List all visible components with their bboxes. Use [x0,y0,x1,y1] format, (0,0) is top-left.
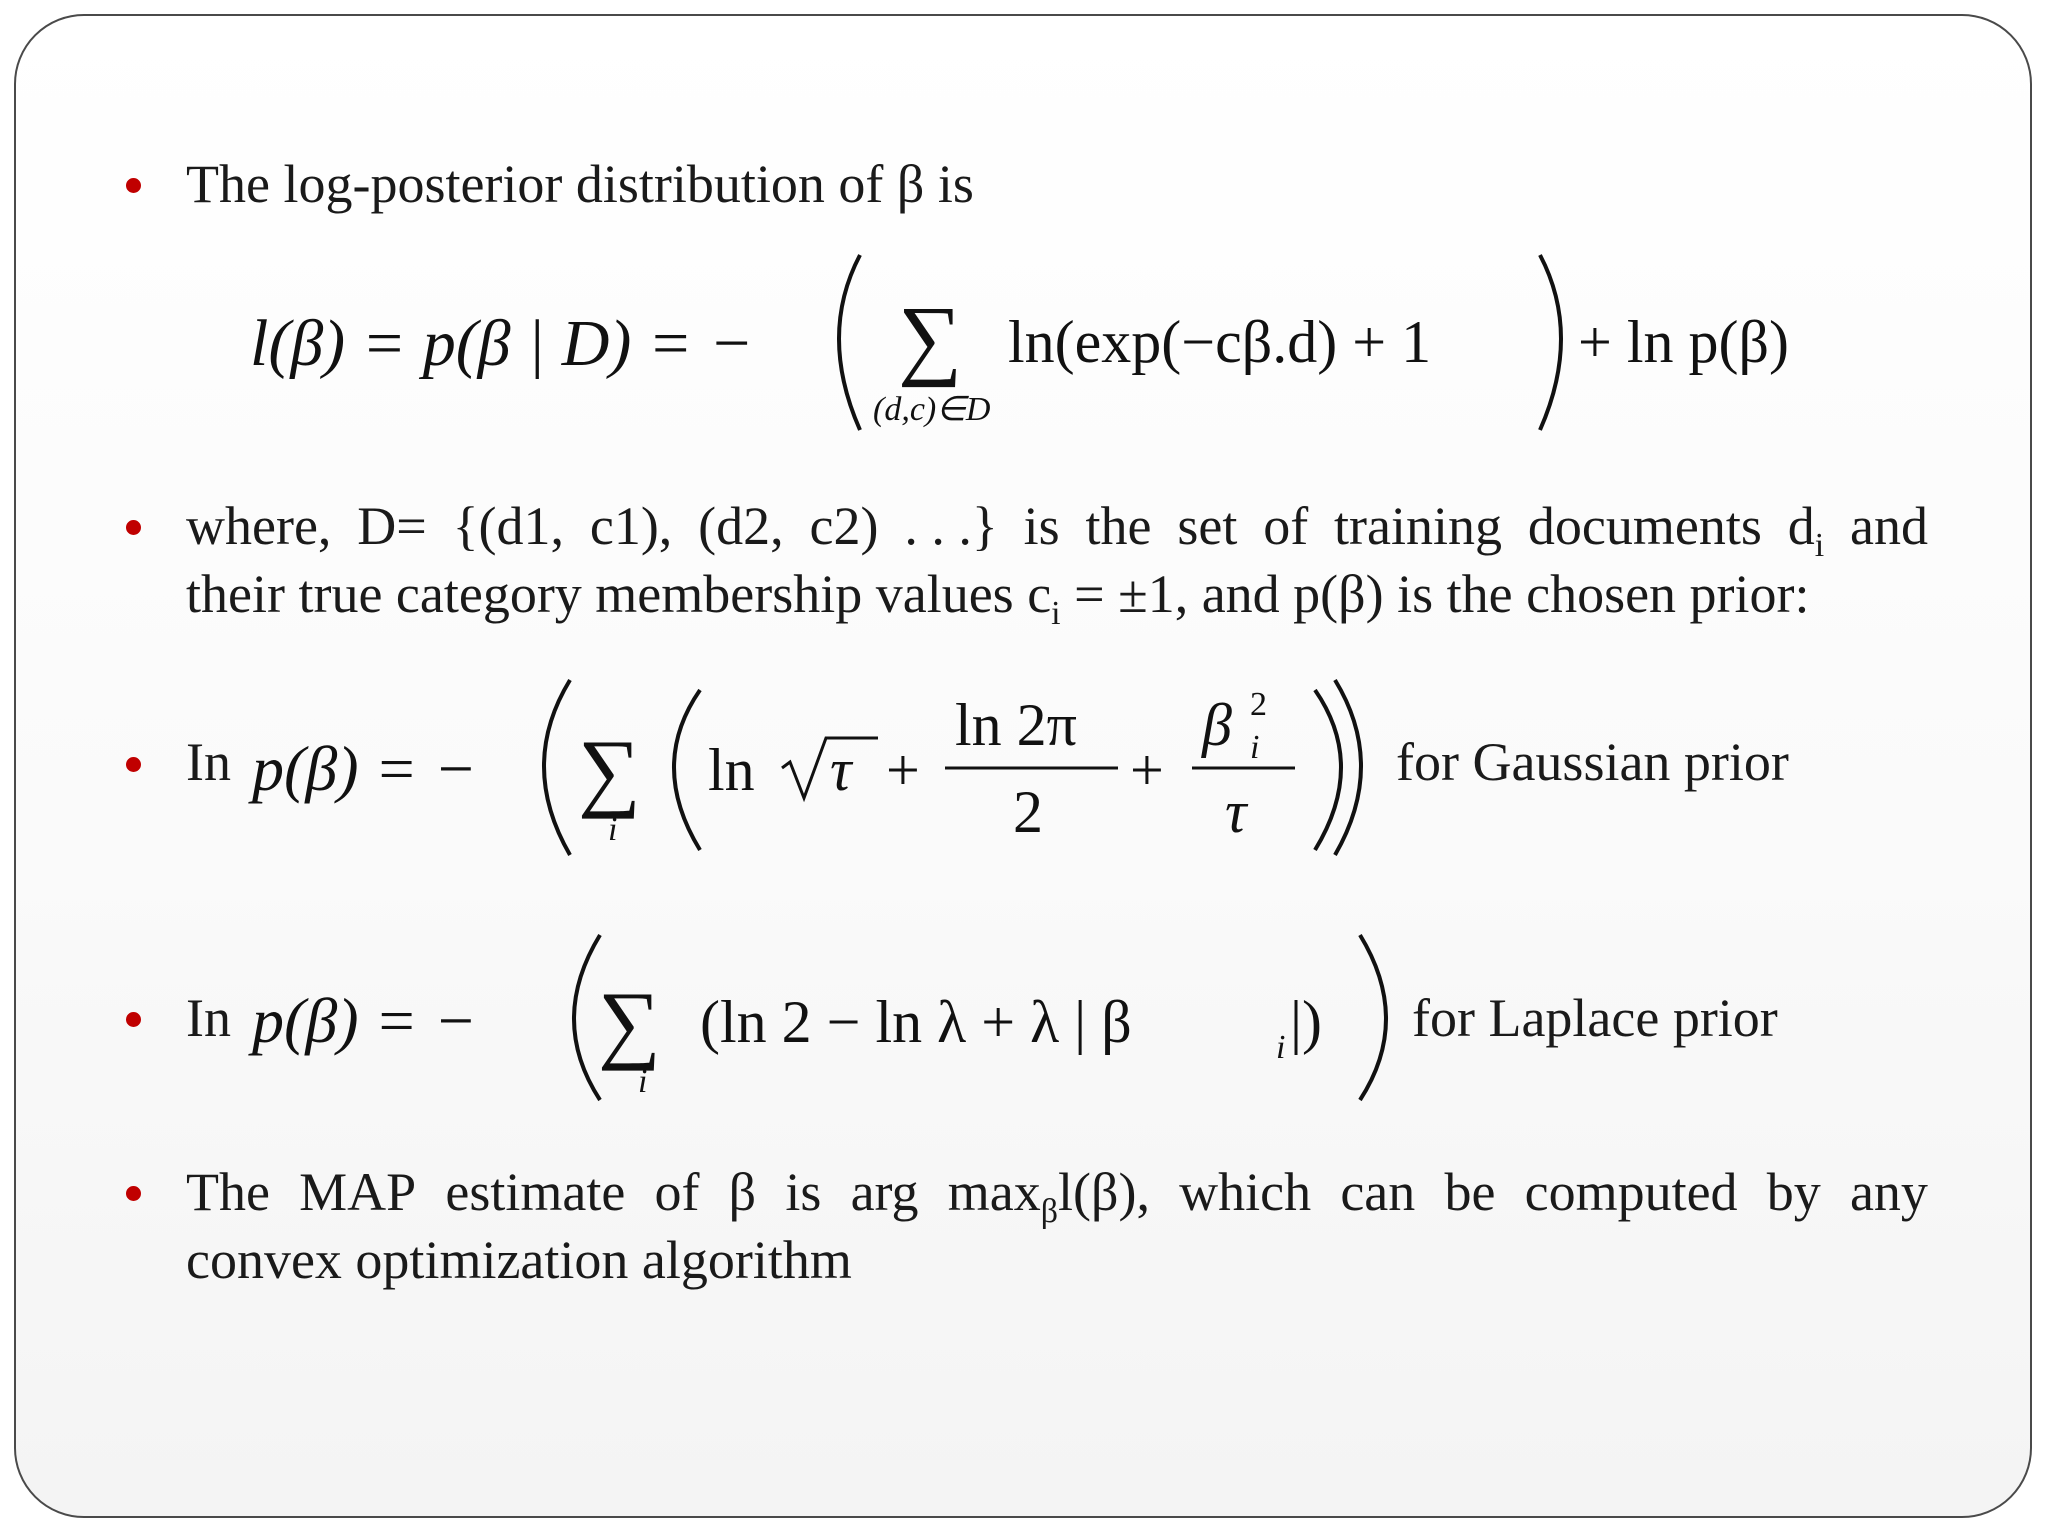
eq1-sum-subscript: (d,c)∈D [873,391,991,428]
eq3-inner-close: |) [1290,989,1322,1055]
bullet-marker [126,1186,141,1201]
bullet-text-map-line2: convex optimization algorithm [186,1230,852,1290]
eq3-inner-sub: i [1276,1029,1286,1066]
eq2-tau: τ [830,737,852,803]
eq1-lhs: l(β) = p(β | D) = − [250,307,754,380]
eq2-ln: ln [708,737,755,803]
eq1-inner: ln(exp(−cβ.d) + 1 [1008,309,1432,375]
eq1-tail: + ln p(β) [1578,309,1789,375]
bullet-prefix-in: In [186,732,231,792]
eq2-frac1-den: 2 [1013,779,1043,845]
eq2-frac2-num-sub: i [1250,729,1260,766]
eq3-sum-subscript: i [638,1063,648,1100]
bullet-text-where-line1: where, D= {(d1, c1), (d2, c2) . . .} is the set of training documents $d_i$ and [186,496,1928,564]
eq2-frac2-num: β [1202,692,1232,758]
eq2-plus-2: + [1130,737,1164,803]
bullet-suffix-gaussian: for Gaussian prior [1396,732,1789,792]
bullet-suffix-laplace: for Laplace prior [1412,988,1778,1048]
eq1-sum-symbol: ∑ [898,289,963,388]
eq3-left-paren [574,935,600,1100]
eq3-right-paren [1360,935,1386,1100]
eq3-inner: (ln 2 − ln λ + λ | β [700,989,1132,1055]
eq2-plus-1: + [886,737,920,803]
bullet-text-log-posterior: The log-posterior distribution of β is [186,154,974,214]
eq2-frac1-num: ln 2π [955,692,1077,758]
eq2-lhs: p(β) = − [252,733,477,804]
bullet-text-where-line2: their true category membership values $c_i = \pm 1$, and p(β) is the chosen prior: [186,564,1810,632]
eq3-sum-symbol: ∑ [598,975,661,1072]
eq3-lhs: p(β) = − [252,985,477,1056]
eq2-frac2-den: τ [1225,779,1247,845]
bullet-prefix-in: In [186,988,231,1048]
bullet-text-map-line1: The MAP estimate of β is arg $\max_\beta l(\beta)$, which can be computed by any [186,1162,1928,1230]
eq2-frac2-num-sup: 2 [1250,686,1267,723]
eq2-sum-symbol: ∑ [578,723,641,820]
eq2-sum-subscript: i [608,811,618,848]
